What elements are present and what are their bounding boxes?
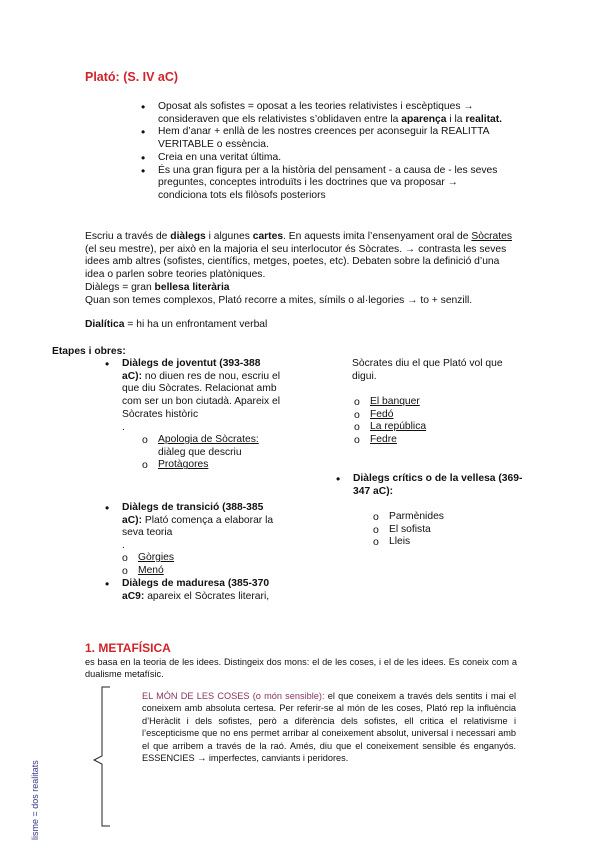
- dialitica-line: Dialítica = hi ha un enfrontament verbal: [85, 319, 268, 330]
- bullet-item: • Oposat als sofistes = oposat a les teories relativistes i escèptiques → consideraven que els relativistes s’oblidaven entre la aparença i la realitat.: [158, 101, 503, 126]
- etapes-left-list-2: [122, 502, 282, 553]
- bracket: [88, 686, 118, 828]
- work-item: o Menó: [138, 565, 258, 578]
- stage-maduresa: • Diàlegs de maduresa (385-370 aC9: apareix el Sòcrates literari,: [122, 578, 292, 603]
- intro-bullet-list: [158, 101, 503, 203]
- bullet-item: • Hem d’anar + enllà de les nostres creences per aconseguir la REALITTA VERITABLE o essència.: [158, 126, 503, 151]
- stage-joventut: • Diàlegs de joventut (393-388 aC): no diuen res de nou, escriu el que diu Sòcrates. Relacionat amb com ser un bon ciutadà. Apareix el Sòcrates històric .: [122, 358, 282, 434]
- work-item: o Protàgores: [158, 459, 298, 472]
- side-note: lisme = dos realitats: [30, 760, 40, 840]
- vellesa-works: [389, 511, 509, 549]
- mon-de-les-coses: EL MÓN DE LES COSES (o món sensible): el que coneixem a través dels sentits i mai el coneixem amb absoluta certesa. Per referir-se al món de les coses, Plató rep la influència d’Heràclit i dels sofistes, però a diferència dels sofistes, ell critica el relativisme i l’escepticisme que no ens permet arribar al coneixement absolut, universal i necessari amb el que arribem a través de la raó. Amés, diu que el coneixement sensible és enganyós. ESSENCIES → imperfectes, canviants i peridores.: [142, 691, 516, 764]
- work-item: o El sofista: [389, 524, 509, 537]
- page-title: Plató: (S. IV aC): [85, 70, 179, 84]
- work-item: o Fedre: [370, 434, 490, 447]
- work-item: o El banquer: [370, 396, 490, 409]
- stage-transicio: • Diàlegs de transició (388-385 aC): Plató comença a elaborar la seva teoria .: [122, 502, 282, 553]
- work-item: o Fedó: [370, 409, 490, 422]
- transicio-works: [138, 552, 258, 577]
- metafisica-heading: 1. METAFÍSICA: [85, 641, 171, 655]
- etapes-right-list: [353, 473, 523, 498]
- work-item: o La república: [370, 421, 490, 434]
- work-item: o Lleis: [389, 536, 509, 549]
- joventut-works: [158, 434, 298, 472]
- dialegs-paragraph: Escriu a través de diàlegs i algunes cartes. En aquests imita l’ensenyament oral de Sòcrates (el seu mestre), per això en la majoria el seu interlocutor és Sòcrates. → contrasta les seves idees amb altres (sofistes, científics, metges, poetes, etc). Debaten sobre la definició d’una idea o parlen sobre teories platòniques. Diàlegs = gran bellesa literària Quan son temes complexos, Plató recorre a mites, símils o al·legories → to + senzill.: [85, 231, 513, 306]
- metafisica-intro: es basa en la teoria de les idees. Distingeix dos mons: el de les coses, i el de les idees. Es coneix com a dualisme metafísic.: [85, 657, 517, 680]
- work-item: o Parmènides: [389, 511, 509, 524]
- maduresa-continued: Sòcrates diu el que Plató vol que digui.: [352, 358, 503, 382]
- etapes-heading: Etapes i obres:: [52, 346, 126, 357]
- bullet-item: • Creia en una veritat última.: [158, 152, 503, 165]
- etapes-left-list-3: [122, 578, 292, 603]
- work-item: o Gòrgies: [138, 552, 258, 565]
- bullet-item: • És una gran figura per a la història del pensament - a causa de - les seves preguntes, conceptes introduïts i les doctrines que va proposar → condiciona tots els filòsofs posteriors: [158, 165, 503, 203]
- stage-vellesa: • Diàlegs crítics o de la vellesa (369-347 aC):: [353, 473, 523, 498]
- maduresa-works: [370, 396, 490, 447]
- etapes-left-list: [122, 358, 282, 434]
- work-item: o Apologia de Sòcrates: diàleg que descriu: [158, 434, 298, 459]
